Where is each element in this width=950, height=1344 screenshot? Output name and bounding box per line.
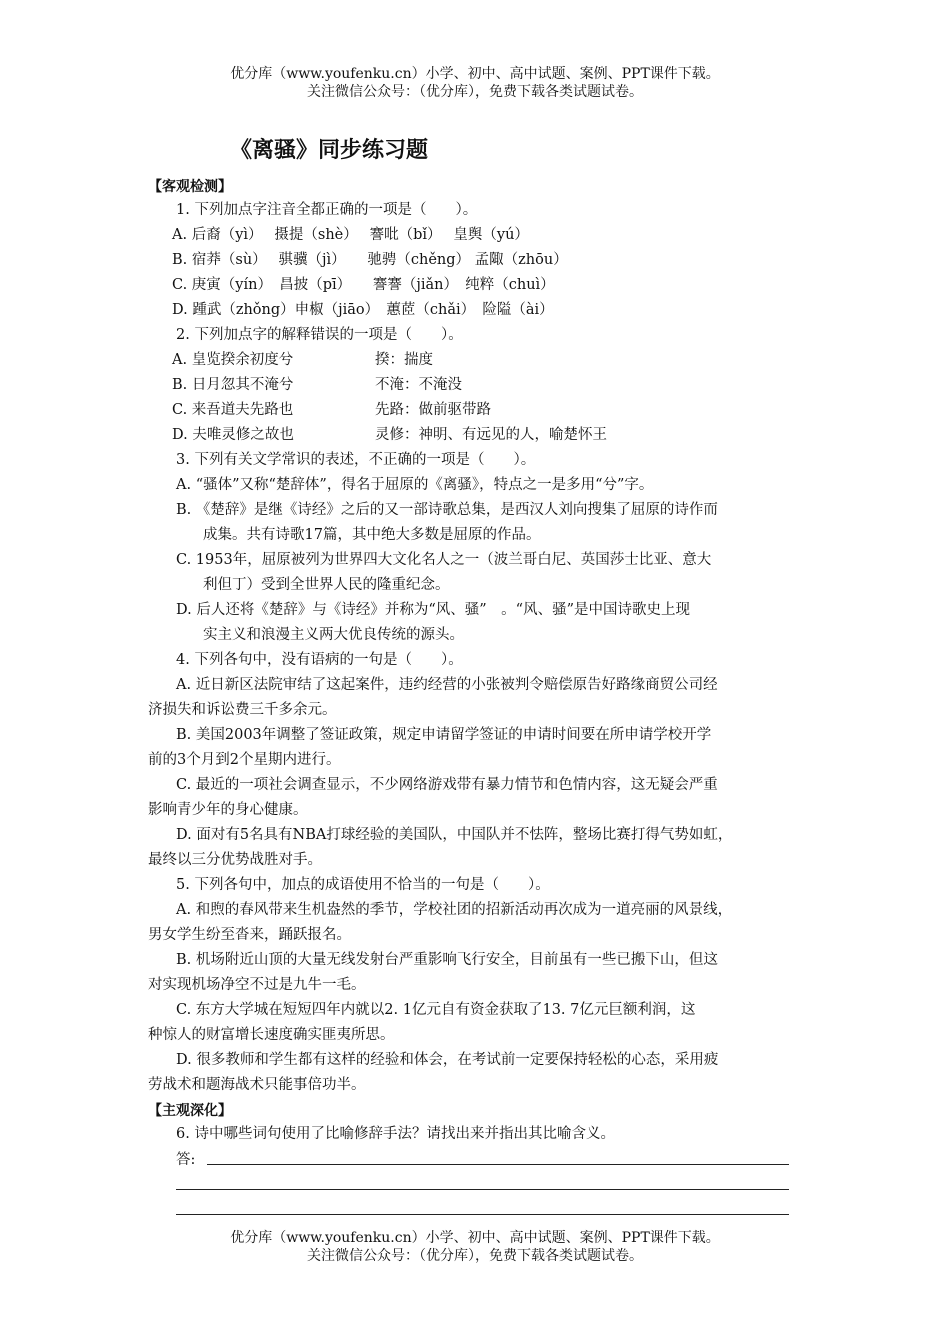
q5-option-b-line2: 对实现机场净空不过是九牛一毛。	[148, 977, 366, 993]
q5-option-c-line1: C. 东方大学城在短短四年内就以2. 1亿元自有资金获取了13. 7亿元巨额利润，这	[176, 1002, 696, 1018]
q2-option-c-sentence: C. 来吾道夫先路也	[172, 402, 294, 418]
header-line-1: 优分库（www.youfenku.cn）小学、初中、高中试题、案例、PPT课件下载。	[230, 66, 720, 82]
q1-option-d: D. 踵武（zhǒng）申椒（jiāo） 蕙茝（chǎi） 险隘（ài）	[172, 302, 554, 318]
q6-stem: 6. 诗中哪些词句使用了比喻修辞手法？请找出来并指出其比喻含义。	[176, 1126, 615, 1142]
q4-option-d-line1: D. 面对有5名具有NBA打球经验的美国队，中国队并不怯阵，整场比赛打得气势如虹，	[176, 827, 733, 843]
footer-line-1: 优分库（www.youfenku.cn）小学、初中、高中试题、案例、PPT课件下载。	[230, 1230, 720, 1246]
footer-line-2: 关注微信公众号：（优分库），免费下载各类试题试卷。	[307, 1248, 643, 1264]
q5-option-d-line1: D. 很多教师和学生都有这样的经验和体会，在考试前一定要保持轻松的心态，采用疲	[176, 1052, 719, 1068]
q4-option-b-line1: B. 美国2003年调整了签证政策，规定申请留学签证的申请时间要在所申请学校开学	[176, 727, 712, 743]
q2-stem: 2. 下列加点字的解释错误的一项是（ ）。	[176, 327, 463, 343]
q3-option-d-line2: 实主义和浪漫主义两大优良传统的源头。	[203, 627, 464, 643]
q3-option-c-line1: C. 1953年，屈原被列为世界四大文化名人之一（波兰哥白尼、英国莎士比亚、意大	[176, 552, 712, 568]
q4-option-d-line2: 最终以三分优势战胜对手。	[148, 852, 322, 868]
q3-stem: 3. 下列有关文学常识的表述，不正确的一项是（ ）。	[176, 452, 536, 468]
q2-option-b-sentence: B. 日月忽其不淹兮	[172, 377, 294, 393]
q5-option-a-line1: A. 和煦的春风带来生机盎然的季节，学校社团的招新活动再次成为一道亮丽的风景线，	[176, 902, 733, 918]
q2-option-b-gloss: 不淹：不淹没	[375, 377, 462, 393]
section-objective: 【客观检测】	[148, 179, 232, 195]
q3-option-d-line1: D. 后人还将《楚辞》与《诗经》并称为“风、骚” 。“风、骚”是中国诗歌史上现	[176, 602, 690, 618]
q1-stem: 1. 下列加点字注音全都正确的一项是（ ）。	[176, 202, 478, 218]
q4-option-a-line1: A. 近日新区法院审结了这起案件，违约经营的小张被判令赔偿原告好路缘商贸公司经	[176, 677, 718, 693]
q2-option-d-sentence: D. 夫唯灵修之故也	[172, 427, 294, 443]
q2-option-a-sentence: A. 皇览揆余初度兮	[172, 352, 294, 368]
q1-option-c: C. 庚寅（yín） 昌披（pī） 謇謇（jiǎn） 纯粹（chuì）	[172, 277, 555, 293]
answer-line-2[interactable]	[176, 1189, 789, 1190]
q2-option-c-gloss: 先路：做前驱带路	[375, 402, 491, 418]
q4-option-b-line2: 前的3个月到2个星期内进行。	[148, 752, 341, 768]
q5-option-a-line2: 男女学生纷至沓来，踊跃报名。	[148, 927, 351, 943]
q5-option-d-line2: 劳战术和题海战术只能事倍功半。	[148, 1077, 366, 1093]
section-subjective: 【主观深化】	[148, 1103, 232, 1119]
q3-option-b-line1: B. 《楚辞》是继《诗经》之后的又一部诗歌总集，是西汉人刘向搜集了屈原的诗作而	[176, 502, 718, 518]
q3-option-c-line2: 利但丁）受到全世界人民的隆重纪念。	[203, 577, 450, 593]
q4-option-c-line2: 影响青少年的身心健康。	[148, 802, 308, 818]
q1-option-b: B. 宿莽（sù） 骐骥（jì） 驰骋（chěng） 孟陬（zhōu）	[172, 252, 568, 268]
q1-option-a: A. 后裔（yì） 摄提（shè） 謇吡（bǐ） 皇舆（yú）	[172, 227, 529, 243]
q2-option-d-gloss: 灵修：神明、有远见的人，喻楚怀王	[375, 427, 607, 443]
q5-option-c-line2: 种惊人的财富增长速度确实匪夷所思。	[148, 1027, 395, 1043]
q4-option-c-line1: C. 最近的一项社会调查显示，不少网络游戏带有暴力情节和色情内容，这无疑会严重	[176, 777, 718, 793]
q6-answer-label: 答:	[176, 1152, 196, 1168]
q5-option-b-line1: B. 机场附近山顶的大量无线发射台严重影响飞行安全，目前虽有一些已搬下山，但这	[176, 952, 718, 968]
header-line-2: 关注微信公众号：（优分库），免费下载各类试题试卷。	[307, 84, 643, 100]
q2-option-a-gloss: 揆：揣度	[375, 352, 433, 368]
answer-line-3[interactable]	[176, 1214, 789, 1215]
page-title: 《离骚》同步练习题	[230, 138, 429, 163]
q3-option-a: A. “骚体”又称“楚辞体”，得名于屈原的《离骚》，特点之一是多用“兮”字。	[176, 477, 654, 493]
q4-stem: 4. 下列各句中，没有语病的一句是（ ）。	[176, 652, 463, 668]
q5-stem: 5. 下列各句中，加点的成语使用不恰当的一句是（ ）。	[176, 877, 550, 893]
q4-option-a-line2: 济损失和诉讼费三千多余元。	[148, 702, 337, 718]
q3-option-b-line2: 成集。共有诗歌17篇，其中绝大多数是屈原的作品。	[203, 527, 541, 543]
answer-line-1[interactable]	[207, 1164, 789, 1165]
